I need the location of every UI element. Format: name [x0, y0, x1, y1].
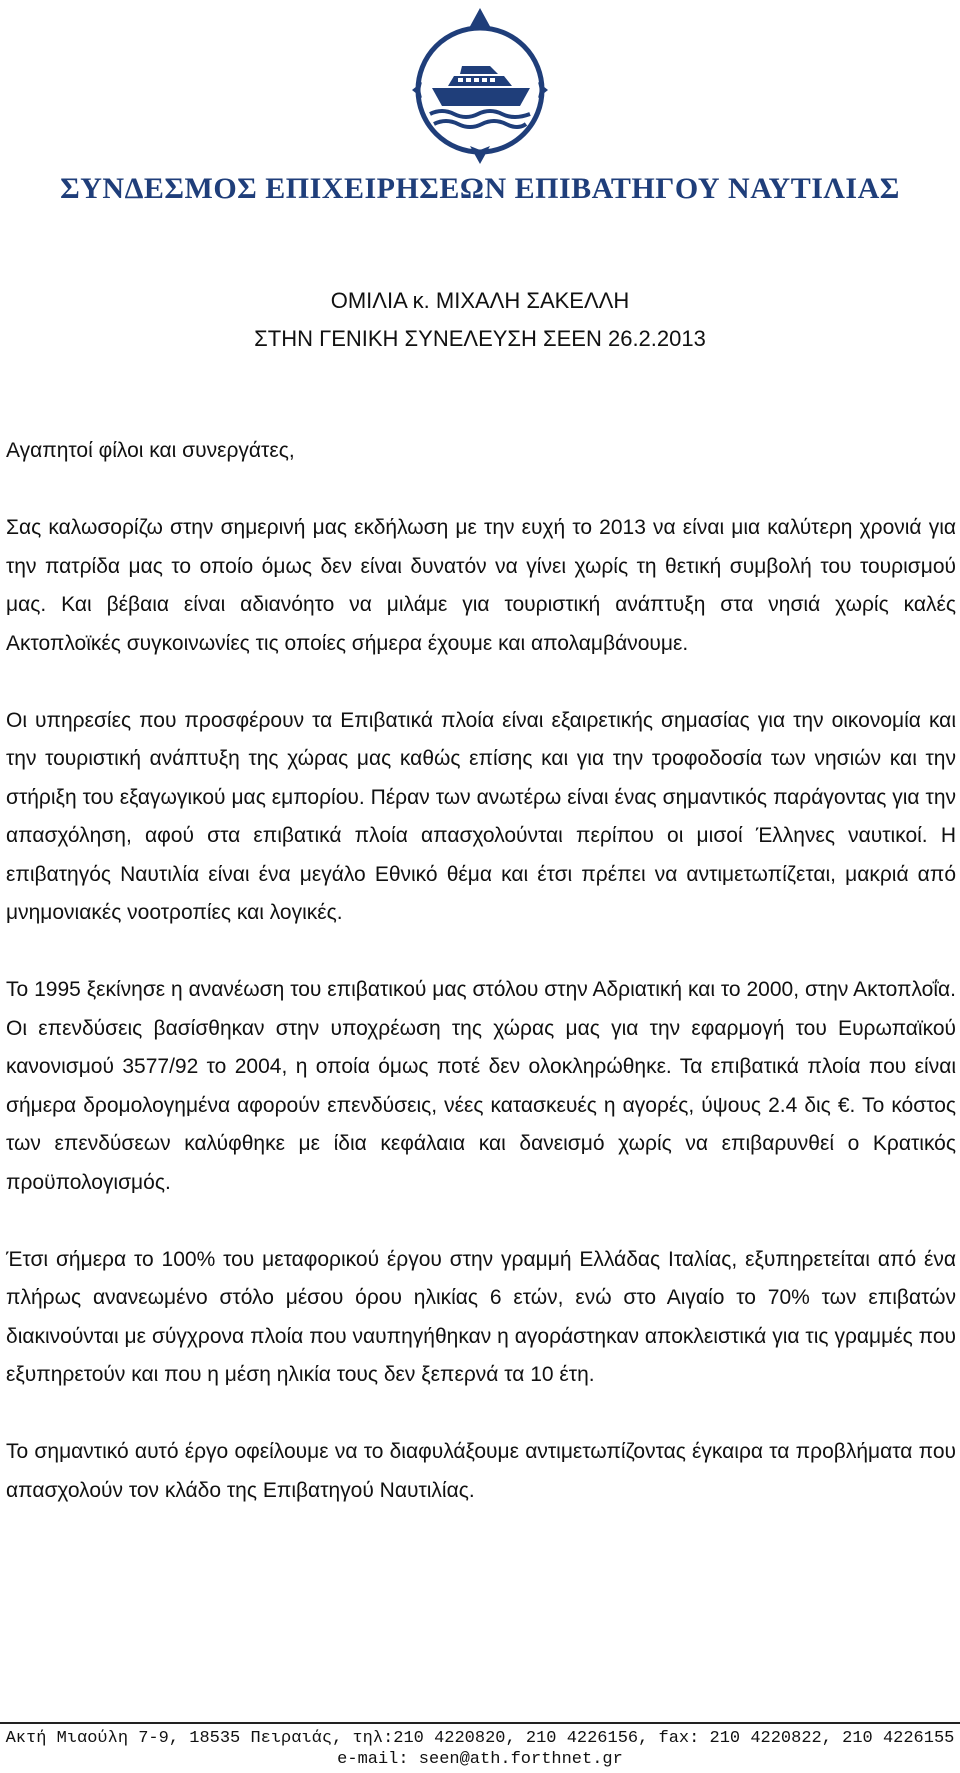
speech-subtitle-line: ΣΤΗΝ ΓΕΝΙΚΗ ΣΥΝΕΛΕΥΣΗ ΣΕΕΝ 26.2.2013 — [254, 326, 706, 351]
paragraph: Σας καλωσορίζω στην σημερινή μας εκδήλωση με την ευχή το 2013 να είναι μια καλύτερη χρονιά για την πατρίδα μας το οποίο όμως δεν είναι δυνατόν να γίνει χωρίς τη θετική συμβολή του τουρισμού μας. Και βέβαια είναι αδιανόητο να μιλάμε για τουριστική ανάπτυξη στα νησιά χωρίς καλές Ακτοπλοϊκές συγκοινωνίες τις οποίες σήμερα έχουμε και απολαμβάνουμε. — [6, 516, 956, 655]
paragraph: Το σημαντικό αυτό έργο οφείλουμε να το διαφυλάξουμε αντιμετωπίζοντας έγκαιρα τα προβλήματα που απασχολούν τον κλάδο της Επιβατηγού Ναυτιλίας. — [6, 1440, 956, 1502]
footer — [0, 1728, 960, 1770]
ship-compass-logo-icon — [402, 8, 558, 164]
footer-email[interactable]: e-mail: seen@ath.forthnet.gr — [337, 1750, 623, 1769]
paragraph: Έτσι σήμερα το 100% του μεταφορικού έργου στην γραμμή Ελλάδας Ιταλίας, εξυπηρετείται από ένα πλήρως ανανεωμένο στόλο μέσου όρου ηλικίας 6 ετών, ενώ στο Αιγαίο το 70% των επιβατών διακινούνται με σύγχρονα πλοία που ναυπηγήθηκαν η αγοράστηκαν αποκλειστικά για τις γραμμές που εξυπηρετούν και που η μέση ηλικία τους δεν ξεπερνά τα 10 έτη. — [6, 1247, 956, 1386]
footer-address: Ακτή Μιαούλη 7-9, 18535 Πειραιάς, τηλ:210 4220820, 210 4226156, fax: 210 4220822, 210 4226155 — [5, 1729, 955, 1748]
paragraph: Το 1995 ξεκίνησε η ανανέωση του επιβατικού μας στόλου στην Αδριατική και το 2000, στην Ακτοπλοΐα. Οι επενδύσεις βασίσθηκαν στην υποχρέωση της χώρας μας για την εφαρμογή του Ευρωπαϊκού κανονισμού 3577/92 το 2004, η οποία όμως ποτέ δεν ολοκληρώθηκε. Τα επιβατικά πλοία που είναι σήμερα δρομολογημένα αφορούν επενδύσεις, νέες κατασκευές η αγορές, ύψους 2.4 δις €. Το κόστος των επενδύσεων καλύφθηκε με ίδια κεφάλαια και δανεισμό χωρίς να επιβαρυνθεί ο Κρατικός προϋπολογισμός. — [6, 978, 956, 1194]
organization-title: ΣΥΝΔΕΣΜΟΣ ΕΠΙΧΕΙΡΗΣΕΩΝ ΕΠΙΒΑΤΗΓΟΥ ΝΑΥΤΙΛΙΑΣ — [60, 172, 900, 205]
speech-body — [6, 432, 956, 1549]
speech-title-line: ΟΜΙΛΙΑ κ. ΜΙΧΑΛΗ ΣΑΚΕΛΛΗ — [330, 288, 630, 313]
footer-divider — [0, 1722, 960, 1724]
paragraph: Οι υπηρεσίες που προσφέρουν τα Επιβατικά πλοία είναι εξαιρετικής σημασίας για την οικονομία και την τουριστική ανάπτυξη της χώρας μας καθώς επίσης και για την τροφοδοσία των νησιών και την στήριξη του εξαγωγικού μας εμπορίου. Πέραν των ανωτέρω είναι ένας σημαντικός παράγοντας για την απασχόληση, αφού στα επιβατικά πλοία απασχολούνται περίπου οι μισοί Έλληνες ναυτικοί. Η επιβατηγός Ναυτιλία είναι ένα μεγάλο Εθνικό θέμα και έτσι πρέπει να αντιμετωπίζεται, μακριά από μνημονιακές νοοτροπίες και λογικές. — [6, 708, 956, 924]
speech-heading — [0, 282, 960, 358]
greeting: Αγαπητοί φίλοι και συνεργάτες, — [6, 439, 295, 462]
